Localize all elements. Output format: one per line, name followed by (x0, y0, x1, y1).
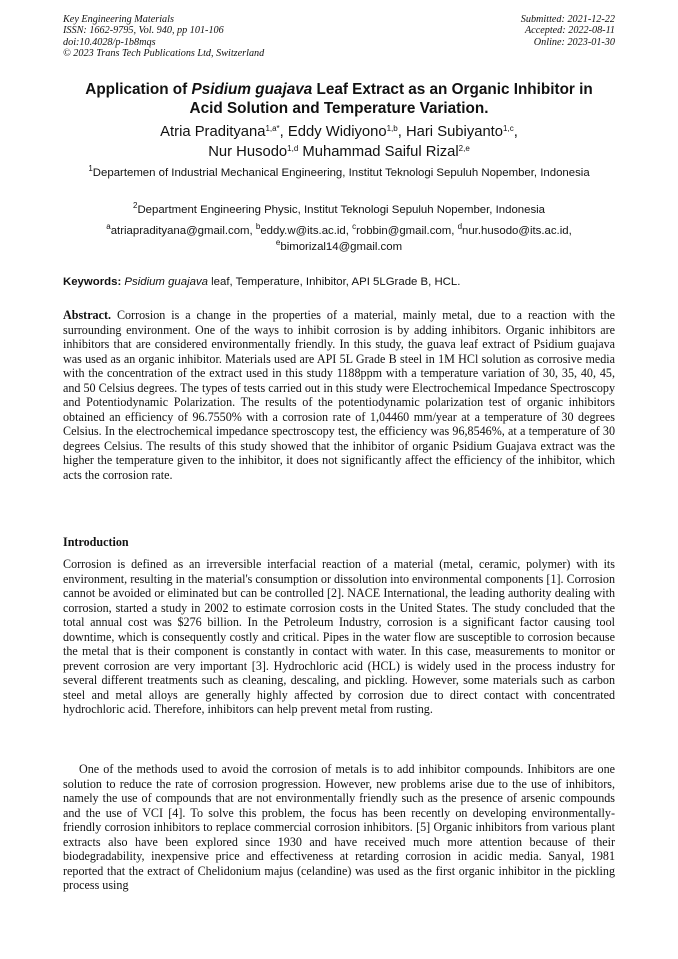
author-name: Atria Pradityana (160, 124, 266, 140)
author-name: Hari Subiyanto (405, 124, 504, 140)
keywords-species: Psidium guajava (124, 276, 208, 288)
abstract-label: Abstract. (63, 308, 112, 322)
author-name: Nur Husodo (208, 143, 288, 160)
author-name: Muhammad Saiful Rizal (298, 143, 459, 160)
affiliation-1: $^1$Departemen of Industrial Mechanical Engineering, Institut Teknologi Sepuluh Nopember, Indonesia (88, 164, 590, 179)
keywords: Keywords: Psidium guajava leaf, Temperature, Inhibitor, API 5LGrade B, HCL. (63, 276, 461, 288)
paragraph-2: One of the methods used to avoid the corrosion of metals is to add inhibitor compounds. Inhibitors are one solution to reduce the rate of corrosion progression. However, new problems arise due to the use of inhibitors, namely the use of compounds that are not environmentally friendly such as the presence of arsenic compounds and the use of VCI [4]. To solve this problem, the focus has been recently on developing environmentally-friendly corrosion inhibitors to replace commercial corrosion inhibitors. [5] Organic inhibitors from various plant extracts also have been explored since 1930 and have received much more attention because of their biodegradability, inexpensive price and effectiveness at retarding corrosion in acidic media. Sanyal, 1981 reported that the extract of Chelidonium majus (celandine) was used as the first organic inhibitor in the pickling process using (63, 762, 615, 893)
email-link[interactable]: atriapradityana@gmail.com, (110, 225, 256, 237)
author-name: Eddy Widiyono (287, 124, 387, 140)
keywords-label: Keywords: (63, 276, 122, 288)
abstract-text: Corrosion is a change in the properties of a material, mainly metal, due to a reaction with the surrounding environment. One of the ways to inhibit corrosion is by adding inhibitors. Organic inhibitors are inhibitors that are considered environmentally friendly. In this study, the guava leaf extract of Psidium guajava was used as an organic inhibitor. Materials used are API 5L Grade B steel in 1M HCl solution as corrosive media with the concentration of the extract used in this study 1188ppm with a temperature variation of 30, 35, 40, 45, and 50 Celsius degrees. The types of tests carried out in this study were Electrochemical Impedance Spectroscopy and Potentiodynamic Polarization. The results of the potentiodynamic polarization test of organic inhibitors obtained an efficiency of 96.7550% with a corrosion rate of 1,04460 mm/year at a temperature of 30 degrees Celsius. In the electrochemical impedance spectroscopy test, the efficiency was 96,8546%, at a temperature of 30 degrees Celsius. The results of this study showed that the inhibitor of organic Psidium Guajava extract was the higher the temperature given to the inhibitor, it does not significantly affect the efficiency of the inhibitor, which acts the corrosion rate. (63, 308, 615, 483)
online-date: Online: 2023-01-30 (533, 36, 615, 48)
section-heading-introduction: Introduction (63, 535, 129, 549)
accepted-date: Accepted: 2022-08-11 (524, 25, 615, 37)
author-line-1: Atria Pradityana$^{1,a*}$, Eddy Widiyono$^{1,b}$, Hari Subiyanto$^{1,c}$, (160, 124, 518, 140)
submitted-date: Submitted: 2021-12-22 (520, 14, 615, 25)
affiliation-2: $^2$Department Engineering Physic, Institut Teknologi Sepuluh Nopember, Indonesia (132, 201, 546, 216)
title-line-1: Application of Psidium guajava Leaf Extract as an Organic Inhibitor in (85, 81, 593, 98)
doi-line: doi:10.4028/p-1b8mqs (63, 36, 156, 48)
email-link[interactable]: bimorizal14@gmail.com (280, 240, 403, 253)
email-link[interactable]: nur.husodo@its.ac.id, (462, 225, 572, 237)
copyright-line: © 2023 Trans Tech Publications Ltd, Switzerland (63, 48, 265, 60)
abstract (63, 308, 615, 483)
journal-info (63, 14, 264, 60)
title-species: Psidium guajava (191, 81, 313, 98)
paragraph-1: Corrosion is defined as an irreversible interfacial reaction of a material (metal, ceramic, polymer) with its environment, resulting in the material's consumption or dissolution into environmental components [1]. Corrosion cannot be avoided or eliminated but can be controlled [2]. NACE International, the leading authority dealing with corrosion, started a study in 2002 to estimate corrosion costs in the United States. The study concluded that the total annual cost was $276 billion. In the Petroleum Industry, corrosion is a significant factor causing tool downtime, which is consequently costly and critical. Pipes in the water flow are susceptible to corrosion because the metal that is their component is constantly in contact with water. In this case, measurements to monitor or prevent corrosion are very important [3]. Hydrochloric acid (HCL) is widely used in the process industry for several different treatments such as cleaning, descaling, and pickling. However, some materials such as carbon steel and metal alloys are generally highly affected by corrosion due to direct contact with concentrated hydrochloric acid. Therefore, inhibitors can help prevent metal from rusting. (63, 557, 615, 717)
title-line-2: Acid Solution and Temperature Variation. (189, 100, 489, 117)
email-link[interactable]: robbin@gmail.com, (356, 225, 458, 237)
author-line-2: Nur Husodo$^{1,d}$ Muhammad Saiful Rizal$^{2,e}$ (208, 143, 470, 160)
author-emails: $^a$atriapradityana@gmail.com, $^b$eddy.w@its.ac.id, $^c$robbin@gmail.com, $^d$nur.husodo@its.ac.id, $^e$bimorizal14@gmail.com (106, 222, 572, 253)
email-link[interactable]: eddy.w@its.ac.id, (260, 225, 353, 237)
issn-line: ISSN: 1662-9795, Vol. 940, pp 101-106 (63, 25, 224, 37)
journal-name: Key Engineering Materials (63, 14, 174, 25)
publication-dates (521, 14, 615, 48)
paper-title (63, 80, 615, 118)
author-list (63, 123, 615, 162)
